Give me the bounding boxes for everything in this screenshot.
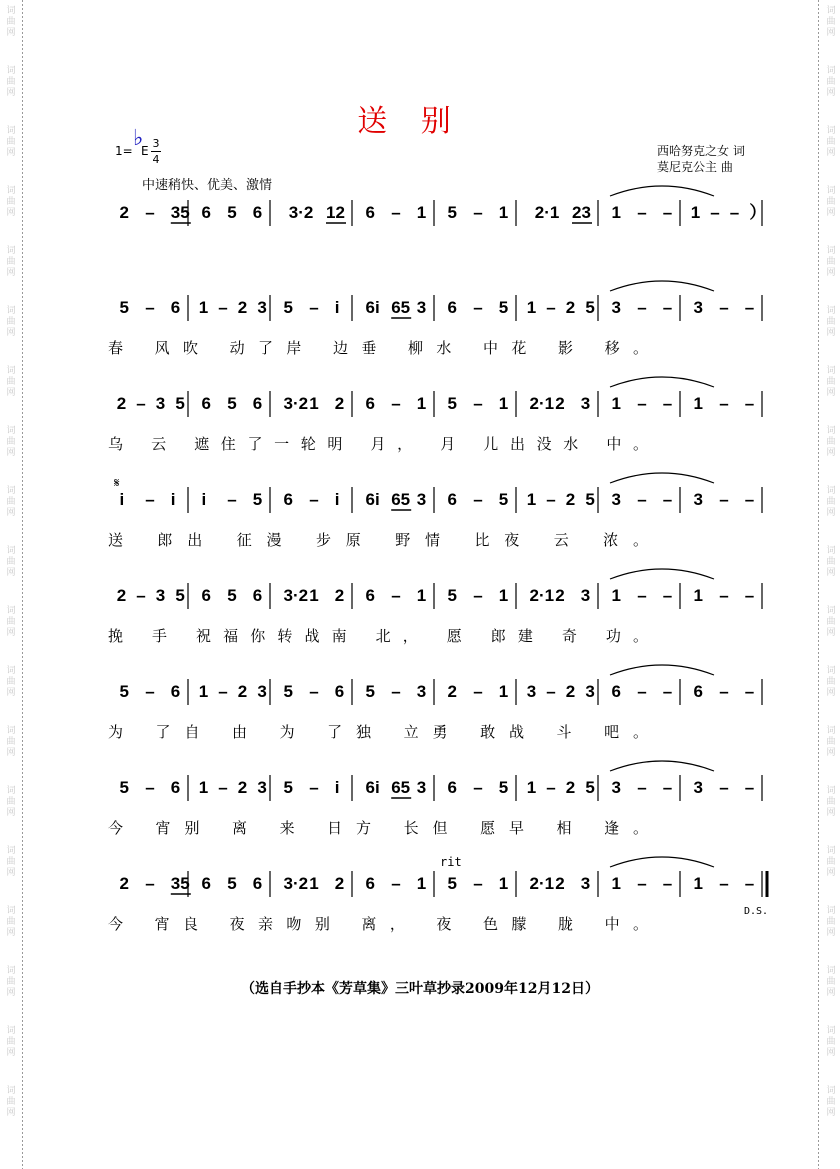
note: 6 — [365, 874, 375, 893]
note: – — [546, 778, 556, 797]
note: 3·2 — [283, 394, 309, 413]
key-letter: E — [141, 144, 149, 158]
note: 5 — [447, 394, 457, 413]
flat-sign: ♭ — [133, 126, 144, 151]
note: 3 — [611, 298, 621, 317]
note: 2 — [555, 394, 565, 413]
note: 5 — [498, 298, 509, 317]
note: – — [145, 874, 155, 893]
note: – — [145, 490, 155, 509]
note: 1 — [416, 874, 427, 893]
note: – — [136, 586, 146, 605]
note: 6 — [252, 203, 263, 222]
note: – — [662, 682, 673, 701]
watermark-text: 词 曲 网 — [826, 846, 836, 878]
time-bottom: 4 — [152, 153, 160, 166]
note: 2 — [119, 874, 129, 893]
note: 3·2 — [283, 586, 309, 605]
note: 3 — [611, 778, 621, 797]
watermark-text: 词 曲 网 — [6, 246, 16, 278]
note: – — [744, 586, 755, 605]
lyric-line: 挽 手 祝福你转战南 北， 愿 郎建 奇 功。 — [108, 627, 648, 645]
note: 6 — [447, 778, 457, 797]
note: 2 — [565, 778, 576, 797]
watermark-text: 词 曲 网 — [826, 366, 836, 398]
source-footer: （选自手抄本《芳草集》三叶草抄录2009年12月12日） — [241, 981, 599, 997]
note: 3 — [585, 682, 595, 701]
watermark-text: 词 曲 网 — [6, 486, 16, 518]
note: – — [719, 682, 729, 701]
note: 65 — [391, 490, 411, 509]
note: 3 — [611, 490, 621, 509]
note: 5 — [447, 586, 457, 605]
note: 1 — [526, 298, 537, 317]
note: 1 — [416, 586, 427, 605]
note: 3 — [693, 778, 703, 797]
segno-sign: 𝄋 — [114, 476, 120, 491]
watermark-text: 词 曲 网 — [826, 246, 836, 278]
note: i — [201, 490, 207, 509]
note: 5 — [252, 490, 263, 509]
note: 2 — [555, 874, 565, 893]
note: 1 — [198, 778, 209, 797]
note: – — [662, 298, 673, 317]
note: 3 — [416, 682, 427, 701]
note: 2 — [237, 778, 248, 797]
note: 5 — [175, 586, 185, 605]
note: 65 — [391, 778, 411, 797]
watermark-text: 词 曲 网 — [826, 546, 836, 578]
note: 6 — [201, 394, 211, 413]
lyric-line: 乌 云 遮住了一轮明 月， 月 儿出没水 中。 — [108, 435, 648, 453]
watermark-text: 词 曲 网 — [826, 126, 836, 158]
watermark-text: 词 曲 网 — [6, 546, 16, 578]
note: 6i — [365, 298, 380, 317]
note: 2 — [119, 203, 129, 222]
note: 6 — [201, 203, 211, 222]
note: – — [637, 394, 647, 413]
note: – — [662, 394, 673, 413]
note: 2 — [237, 298, 248, 317]
note: 3 — [580, 586, 591, 605]
note: 1 — [611, 586, 621, 605]
note: – — [662, 203, 673, 222]
note: 3 — [693, 298, 703, 317]
note: – — [145, 298, 155, 317]
note: 3 — [580, 874, 591, 893]
note: – — [218, 778, 228, 797]
note: 5 — [447, 203, 457, 222]
note: 3 — [416, 298, 427, 317]
note: – — [391, 586, 401, 605]
tie-arc — [610, 473, 714, 483]
note: – — [637, 874, 647, 893]
note: 6 — [283, 490, 293, 509]
note: 1 — [498, 586, 509, 605]
note: 5 — [227, 874, 237, 893]
note: i — [119, 490, 125, 509]
watermark-text: 词 曲 网 — [6, 306, 16, 338]
note: 5 — [447, 874, 457, 893]
note: – — [729, 203, 740, 222]
watermark-text: 词 曲 网 — [826, 486, 836, 518]
watermark-text: 词 曲 网 — [6, 126, 16, 158]
note: 3 — [257, 778, 267, 797]
note: – — [546, 490, 556, 509]
note: – — [719, 490, 729, 509]
note: – — [546, 682, 556, 701]
note: 3 — [416, 490, 427, 509]
lyric-line: 送 郎出 征漫 步原 野情 比夜 云 浓。 — [108, 531, 648, 549]
note: 23 — [572, 203, 591, 222]
note: i — [170, 490, 176, 509]
note: – — [662, 490, 673, 509]
note: 6 — [252, 586, 263, 605]
note: 5 — [119, 778, 129, 797]
note: 5 — [365, 682, 375, 701]
note: i — [334, 298, 340, 317]
watermark-text: 词 曲 网 — [6, 1086, 16, 1118]
note: 65 — [391, 298, 411, 317]
watermark-text: 词 曲 网 — [826, 786, 836, 818]
watermark-text: 词 曲 网 — [826, 966, 836, 998]
watermark-text: 词 曲 网 — [826, 306, 836, 338]
note: 6 — [201, 586, 211, 605]
note: – — [227, 490, 237, 509]
note: – — [145, 203, 155, 222]
note: 2 — [555, 586, 565, 605]
note: 5 — [227, 394, 237, 413]
time-signature — [151, 137, 161, 166]
watermark-text: 词 曲 网 — [6, 966, 16, 998]
tie-arc — [610, 569, 714, 579]
note: 5 — [585, 778, 595, 797]
tie-arc — [610, 186, 714, 196]
note: 2 — [565, 490, 576, 509]
note: 1 — [309, 394, 319, 413]
note: 1 — [498, 203, 509, 222]
note: i — [334, 490, 340, 509]
note: 5 — [119, 298, 129, 317]
song-title: 送 别 — [357, 104, 463, 139]
note: 3 — [693, 490, 703, 509]
note: 1 — [198, 682, 209, 701]
note: 6 — [170, 682, 181, 701]
note: – — [744, 490, 755, 509]
note: – — [391, 682, 401, 701]
note: 3 — [526, 682, 537, 701]
note: 6 — [447, 298, 457, 317]
note: – — [719, 586, 729, 605]
note: 3 — [155, 586, 166, 605]
note: 2 — [565, 298, 576, 317]
note: – — [473, 394, 483, 413]
note: 2 — [237, 682, 248, 701]
note: – — [719, 778, 729, 797]
note: – — [473, 298, 483, 317]
note: – — [218, 682, 228, 701]
note: 2 — [334, 394, 345, 413]
note: 5 — [498, 490, 509, 509]
note: 1 — [526, 490, 537, 509]
note: 6 — [365, 394, 375, 413]
note: 3·2 — [288, 203, 314, 222]
note: – — [637, 203, 647, 222]
watermark-text: 词 曲 网 — [826, 906, 836, 938]
lyric-line: 今 宵别 离 来 日方 长但 愿早 相 逢。 — [108, 819, 649, 837]
note: – — [218, 298, 228, 317]
watermark-text: 词 曲 网 — [826, 66, 836, 98]
note: 1 — [611, 203, 621, 222]
note: – — [637, 778, 647, 797]
note: 6 — [693, 682, 703, 701]
note: 2·1 — [534, 203, 560, 222]
note: 6 — [201, 874, 211, 893]
note: 1 — [498, 394, 509, 413]
watermark-text: 词 曲 网 — [826, 6, 836, 38]
note: – — [136, 394, 146, 413]
note: – — [662, 586, 673, 605]
note: 2 — [334, 586, 345, 605]
note: 2·1 — [529, 874, 555, 893]
note: 1 — [198, 298, 209, 317]
note: – — [744, 394, 755, 413]
note: – — [744, 874, 755, 893]
note: – — [710, 203, 720, 222]
watermark-text: 词 曲 网 — [826, 726, 836, 758]
note: – — [719, 394, 729, 413]
note: 5 — [585, 298, 595, 317]
tempo-mark: 中速稍快、优美、激情 — [142, 178, 273, 193]
note: 1 — [693, 874, 703, 893]
note: 3 — [155, 394, 166, 413]
rit-mark: rit — [440, 855, 462, 869]
note: 5 — [283, 298, 293, 317]
ds-mark: D.S. — [744, 906, 769, 917]
note: 1 — [611, 394, 621, 413]
note: 1 — [611, 874, 621, 893]
note: – — [546, 298, 556, 317]
watermark-text: 词 曲 网 — [6, 846, 16, 878]
note: i — [334, 778, 340, 797]
note: 5 — [283, 778, 293, 797]
note: 1 — [498, 682, 509, 701]
note: – — [744, 778, 755, 797]
note: 1 — [526, 778, 537, 797]
note: – — [309, 682, 319, 701]
watermark-text: 词 曲 网 — [6, 1026, 16, 1058]
note: 1 — [309, 586, 319, 605]
note: 2 — [116, 394, 127, 413]
note: – — [473, 586, 483, 605]
note: – — [637, 586, 647, 605]
note: – — [145, 682, 155, 701]
note: 6i — [365, 778, 380, 797]
note: 6 — [365, 203, 375, 222]
note: 6 — [365, 586, 375, 605]
note: – — [662, 778, 673, 797]
watermark-text: 词 曲 网 — [826, 606, 836, 638]
note: – — [637, 682, 647, 701]
tie-arc — [610, 665, 714, 675]
note: – — [744, 682, 755, 701]
note: 1 — [498, 874, 509, 893]
note: – — [145, 778, 155, 797]
note: 35 — [170, 203, 190, 222]
note: 35 — [170, 874, 190, 893]
note: 2 — [565, 682, 576, 701]
watermark-text: 词 曲 网 — [6, 186, 16, 218]
watermark-text: 词 曲 网 — [826, 426, 836, 458]
note: – — [309, 490, 319, 509]
note: 1 — [693, 394, 703, 413]
note: 2·1 — [529, 586, 555, 605]
lyricist-credit: 西哈努克之女 词 — [657, 144, 745, 158]
note: 2 — [116, 586, 127, 605]
note: – — [473, 874, 483, 893]
note: 6 — [334, 682, 345, 701]
watermark-text: 词 曲 网 — [826, 1086, 836, 1118]
lyric-line: 为 了自 由 为 了独 立勇 敢战 斗 吧。 — [108, 723, 649, 741]
note: 6 — [170, 298, 181, 317]
watermark-text: 词 曲 网 — [826, 186, 836, 218]
note: 2 — [334, 874, 345, 893]
note: 5 — [585, 490, 595, 509]
note: 5 — [119, 682, 129, 701]
note: 5 — [227, 586, 237, 605]
lyric-line: 今 宵良 夜亲吻别 离， 夜 色朦 胧 中。 — [108, 915, 649, 933]
watermark-text: 词 曲 网 — [6, 366, 16, 398]
note: – — [719, 298, 729, 317]
watermark-text: 词 曲 网 — [6, 906, 16, 938]
note: 6 — [170, 778, 181, 797]
watermark-text: 词 曲 网 — [6, 6, 16, 38]
note: – — [473, 203, 483, 222]
note: 3·2 — [283, 874, 309, 893]
note: 6 — [252, 394, 263, 413]
tie-arc — [610, 281, 714, 291]
note: – — [391, 874, 401, 893]
note: – — [473, 490, 483, 509]
note: – — [473, 778, 483, 797]
watermark-text: 词 曲 网 — [826, 1026, 836, 1058]
note: 3 — [257, 682, 267, 701]
note: 5 — [175, 394, 185, 413]
watermark-text: 词 曲 网 — [826, 666, 836, 698]
time-top: 3 — [152, 137, 160, 150]
lyric-line: 春 风吹 动了岸 边垂 柳水 中花 影 移。 — [108, 339, 649, 357]
watermark-text: 词 曲 网 — [6, 666, 16, 698]
note: 2 — [447, 682, 457, 701]
note: 1 — [690, 203, 701, 222]
note: – — [391, 203, 401, 222]
note: 3 — [257, 298, 267, 317]
note: 2·1 — [529, 394, 555, 413]
note: 5 — [283, 682, 293, 701]
note: 1 — [309, 874, 319, 893]
tie-arc — [610, 377, 714, 387]
composer-credit: 莫尼克公主 曲 — [657, 160, 733, 174]
tie-arc — [610, 761, 714, 771]
tie-arc — [610, 857, 714, 867]
note: 3 — [416, 778, 427, 797]
note: 1 — [693, 586, 703, 605]
note: – — [309, 778, 319, 797]
note: 1 — [416, 203, 427, 222]
note: 5 — [498, 778, 509, 797]
watermark-text: 词 曲 网 — [6, 726, 16, 758]
note: 6 — [447, 490, 457, 509]
note: – — [744, 298, 755, 317]
note: – — [391, 394, 401, 413]
note: 6 — [611, 682, 621, 701]
watermark-text: 词 曲 网 — [6, 426, 16, 458]
note: – — [719, 874, 729, 893]
note: ） — [749, 203, 767, 222]
watermark-text: 词 曲 网 — [6, 66, 16, 98]
note: 6 — [252, 874, 263, 893]
note: – — [473, 682, 483, 701]
watermark-text: 词 曲 网 — [6, 606, 16, 638]
note: – — [662, 874, 673, 893]
note: 5 — [227, 203, 237, 222]
watermark-text: 词 曲 网 — [6, 786, 16, 818]
note: – — [309, 298, 319, 317]
note: – — [637, 490, 647, 509]
note: 1 — [416, 394, 427, 413]
note: – — [637, 298, 647, 317]
note: 12 — [326, 203, 345, 222]
key-signature: 1= — [115, 144, 133, 158]
note: 6i — [365, 490, 380, 509]
note: 3 — [580, 394, 591, 413]
